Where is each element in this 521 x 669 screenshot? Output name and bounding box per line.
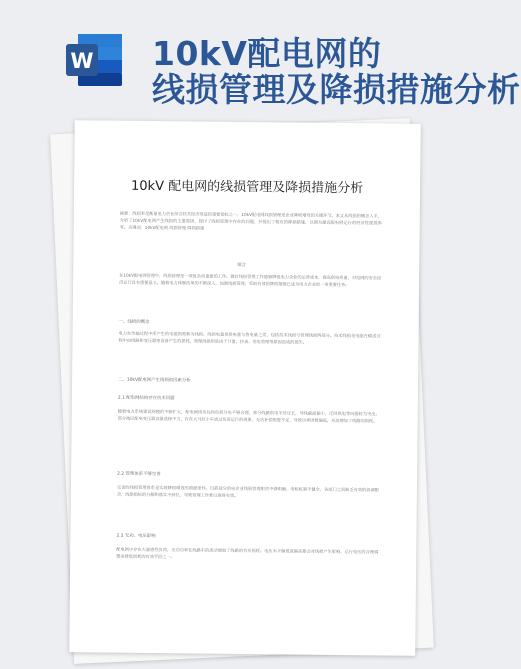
banner: [0, 0, 521, 112]
section2-heading: 二、10kV配电网产生线损的因素分析: [118, 377, 191, 384]
intro-heading: 前言: [237, 262, 247, 269]
section1-heading: 一、线损的概念: [118, 319, 150, 325]
intro-paragraph: 在10kV配电网管理中，线损管理是一项复杂而重要的工作。做好线损管理工作能够降低电力企业的运营成本，提高供电质量，对电网的安全经济运行具有重要意义。随着电力体制改革的不断深入，加强线损管理、采取有效的降损措施已成为电力企业的一项重要任务。: [119, 272, 382, 287]
document-title: 10kV 配电网的线损管理及降损措施分析: [130, 178, 364, 197]
abstract-paragraph: 摘要：线损率是衡量电力企业综合技术经济效益的重要指标之一，10kV配电网线损管理是企业降损增效的关键环节。本文从线损的概念入手，分析了10kV配电网产生线损的主要原因，探讨了线损管理中存在的问题，并提出了相应的降损措施，以期为提高配电网运行的经济性提供参考。关键词：10kV配电网 线损管理 降损措施: [119, 210, 382, 231]
word-logo-letter: W: [70, 49, 94, 73]
banner-title-line1: 10kV配电网的: [152, 34, 382, 73]
word-icon: [62, 28, 126, 92]
section2-1-paragraph: 随着电力系统建设规模的不断扩大，配电网络布局和负荷分布不够合理，部分线路供电半径过长，导线截面偏小，迂回供电等问题较为突出。部分地区配电变压器容量选择不当，存在大马拉小车或过负荷运行的现象，无功补偿配置不足，导致功率因数偏低，从而增加了线路的损耗。: [117, 408, 380, 424]
section2-2-paragraph: 完善的线损管理体系是实现降损增效的前提条件。目前部分供电企业线损管理职责不够明确，考核机制不健全，各部门之间缺乏有效的协调配合，线损指标的分解和落实不到位，导致管理工作难以取得实效。: [116, 484, 379, 498]
section2-3-paragraph: 配电网中存在大量感性负荷，无功功率在线路中的流动增加了线路的有功损耗。电压水平偏低或偏高都会对线损产生影响，运行电压的合理调整是降低损耗的有效手段之一。: [116, 546, 379, 560]
section2-1-heading: 2.1 配电网结构存在技术问题: [117, 395, 175, 402]
banner-title-line2: 线损管理及降损措施分析: [152, 70, 521, 109]
section2-3-heading: 2.3 无功、电压影响: [116, 533, 156, 540]
section2-2-heading: 2.2 管理体系不够完善: [117, 471, 161, 478]
section1-paragraph: 电力在传输过程中所产生的电能损耗称为线损。线损电量是供电量与售电量之差，包括技术线损与管理线损两部分。技术线损是电能在输送过程中由线路和变压器等设备产生的损耗，管理线损则是由于计量、抄表、用电管理等原因造成的损失。: [118, 330, 381, 345]
document-page: [69, 120, 421, 656]
